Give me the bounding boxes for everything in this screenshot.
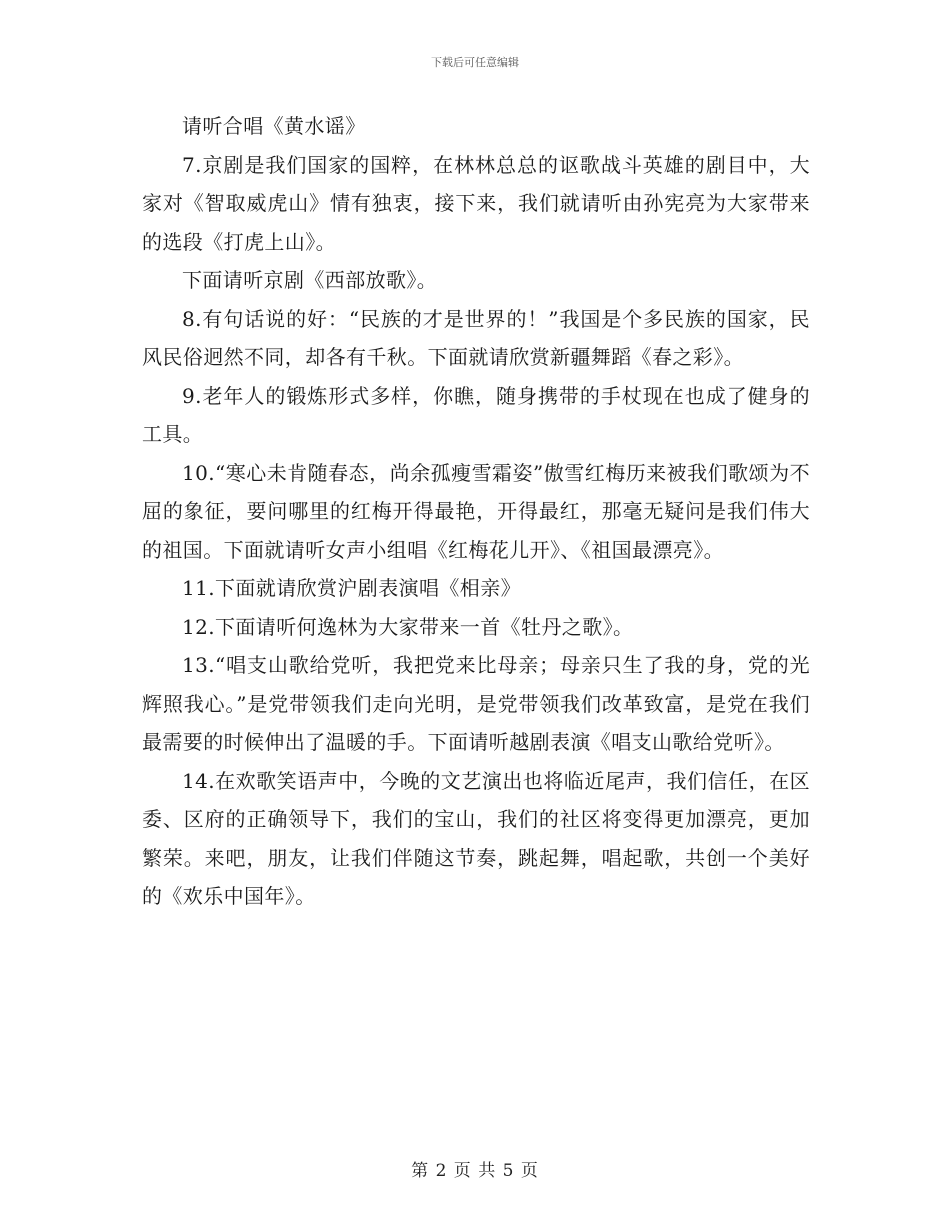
paragraph-peking-opera: 下面请听京剧《西部放歌》。 (182, 268, 438, 292)
paragraph-item-9: 9.老年人的锻炼形式多样，你瞧，随身携带的手杖现在也成了健身的工具。 (142, 383, 810, 446)
paragraph-item-10: 10.“寒心未肯随春态，尚余孤瘦雪霜姿”傲雪红梅历来被我们歌颂为不屈的象征，要问哪里的红梅开得最艳，开得最红，那毫无疑问是我们伟大的祖国。下面就请听女声小组唱《红梅花儿开》、《祖国最漂亮》。 (142, 460, 810, 562)
paragraph-item-8: 8.有句话说的好：“民族的才是世界的！”我国是个多民族的国家，民风民俗迥然不同，却各有千秋。下面就请欣赏新疆舞蹈《春之彩》。 (142, 306, 810, 369)
page-number-footer: 第 2 页 共 5 页 (411, 1161, 539, 1181)
paragraph-item-7: 7.京剧是我们国家的国粹，在林林总总的讴歌战斗英雄的剧目中，大家对《智取威虎山》情有独衷，接下来，我们就请听由孙宪亮为大家带来的选段《打虎上山》。 (142, 152, 810, 254)
page-header: 下载后可任意编辑 (431, 56, 519, 69)
paragraph-item-13: 13.“唱支山歌给党听，我把党来比母亲；母亲只生了我的身，党的光辉照我心。”是党带领我们走向光明，是党带领我们改革致富，是党在我们最需要的时候伸出了温暖的手。下面请听越剧表演《唱支山歌给党听》。 (142, 653, 810, 754)
paragraph-item-14: 14.在欢歌笑语声中，今晚的文艺演出也将临近尾声，我们信任，在区委、区府的正确领导下，我们的宝山，我们的社区将变得更加漂亮，更加繁荣。来吧，朋友，让我们伴随这节奏，跳起舞，唱起歌，共创一个美好的《欢乐中国年》。 (142, 768, 810, 908)
paragraph-item-12: 12.下面请听何逸林为大家带来一首《牡丹之歌》。 (182, 614, 634, 639)
paragraph-chorus-announcement: 请听合唱《黄水谣》 (182, 114, 366, 138)
document-body (142, 107, 810, 916)
paragraph-item-11: 11.下面就请欣赏沪剧表演唱《相亲》 (182, 576, 522, 600)
